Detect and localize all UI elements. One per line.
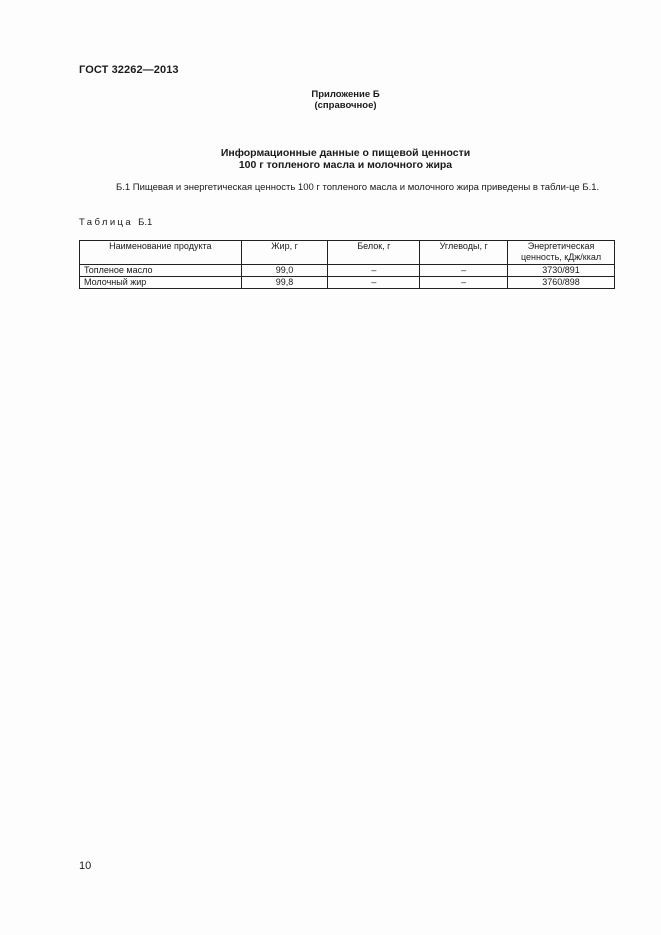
table-caption-number: Б.1 (138, 217, 153, 228)
page-number: 10 (79, 860, 92, 872)
header-product-name: Наименование продукта (80, 241, 242, 265)
appendix-heading (0, 89, 661, 111)
header-fat: Жир, г (241, 241, 328, 265)
cell-energy-value: 3730/891 (508, 265, 615, 277)
header-carbohydrates: Углеводы, г (420, 241, 508, 265)
table-header-row (80, 241, 615, 265)
cell-carbohydrates: – (420, 265, 508, 277)
cell-fat: 99,0 (241, 265, 328, 277)
header-protein: Белок, г (328, 241, 420, 265)
table-row (80, 277, 615, 289)
section-title (0, 147, 661, 171)
table-caption-label: Таблица (79, 217, 134, 228)
standard-code: ГОСТ 32262—2013 (79, 64, 179, 76)
section-title-line2: 100 г топленого масла и молочного жира (238, 159, 453, 171)
header-energy-value: Энергетическая ценность, кДж/ккал (508, 241, 615, 265)
section-title-line1: Информационные данные о пищевой ценности (220, 147, 471, 159)
cell-product-name: Молочный жир (80, 277, 242, 289)
cell-carbohydrates: – (420, 277, 508, 289)
body-paragraph: Б.1 Пищевая и энергетическая ценность 100 г топленого масла и молочного жира приведены в табли-це Б.1. (116, 182, 600, 193)
appendix-title: Приложение Б (311, 89, 380, 100)
cell-protein: – (328, 265, 420, 277)
cell-fat: 99,8 (241, 277, 328, 289)
appendix-type: (справочное) (314, 100, 377, 111)
nutrition-table (79, 240, 615, 289)
cell-energy-value: 3760/898 (508, 277, 615, 289)
table-caption (79, 217, 152, 228)
table-row (80, 265, 615, 277)
cell-protein: – (328, 277, 420, 289)
cell-product-name: Топленое масло (80, 265, 242, 277)
